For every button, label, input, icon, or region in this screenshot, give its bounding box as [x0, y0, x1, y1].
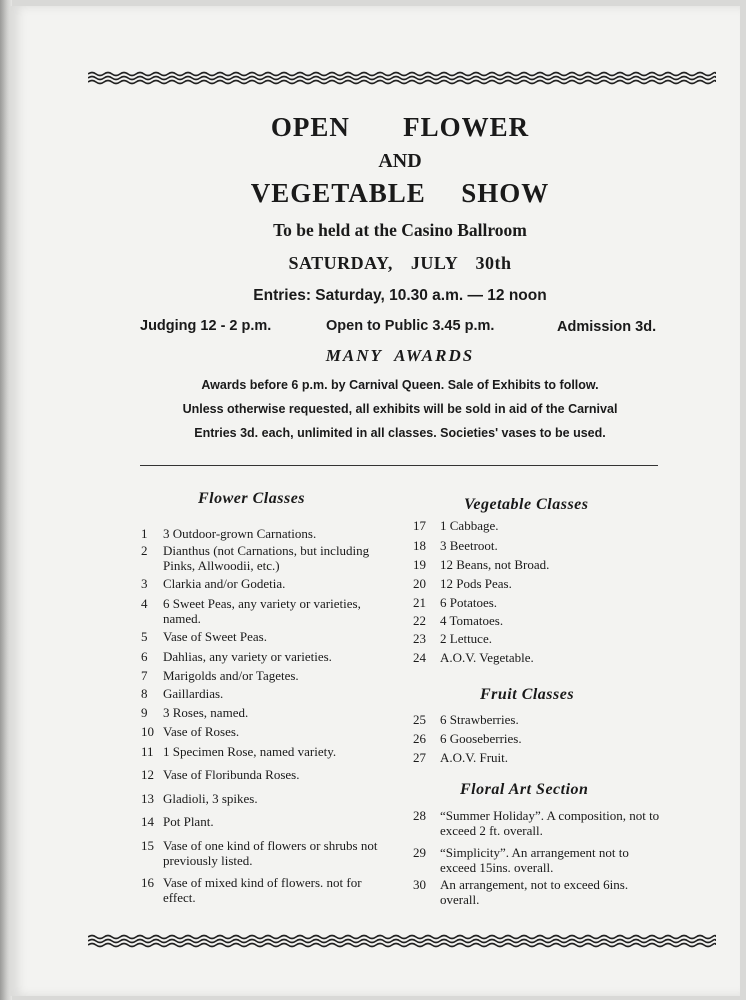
class-number: 19 — [413, 557, 426, 572]
class-description: Vase of mixed kind of flowers. not for effect. — [163, 875, 362, 905]
class-number: 29 — [413, 845, 426, 860]
class-description: A.O.V. Fruit. — [440, 750, 509, 765]
class-description: Vase of Floribunda Roses. — [163, 767, 300, 782]
class-number: 30 — [413, 877, 426, 892]
class-number: 3 — [141, 576, 148, 591]
top-wave-rule — [88, 71, 716, 85]
class-number: 11 — [141, 744, 154, 759]
class-number: 5 — [141, 629, 148, 644]
venue-line: To be held at the Casino Ballroom — [273, 220, 527, 240]
class-description: 6 Potatoes. — [440, 595, 498, 610]
class-number: 4 — [141, 596, 148, 611]
awards-heading: MANY AWARDS — [325, 346, 475, 365]
class-description: “Summer Holiday”. A composition, not to exceed 2 ft. overall. — [440, 808, 660, 838]
bottom-wave-rule — [88, 934, 716, 948]
class-number: 9 — [141, 705, 148, 720]
class-number: 7 — [141, 668, 148, 683]
class-number: 17 — [413, 518, 426, 533]
class-number: 16 — [141, 875, 154, 890]
class-number: 10 — [141, 724, 154, 739]
class-number: 6 — [141, 649, 148, 664]
title-open-flower: OPEN FLOWER — [270, 112, 530, 142]
class-description: Vase of one kind of flowers or shrubs not previously listed. — [163, 838, 378, 868]
open-to-public-time: Open to Public 3.45 p.m. — [326, 318, 495, 334]
class-number: 20 — [413, 576, 426, 591]
class-number: 27 — [413, 750, 426, 765]
class-description: 3 Outdoor-grown Carnations. — [163, 526, 317, 541]
class-description: 1 Cabbage. — [440, 518, 499, 533]
admission-price: Admission 3d. — [557, 319, 657, 335]
class-description: “Simplicity”. An arrangement not to exceed 15ins. overall. — [440, 845, 629, 875]
class-number: 15 — [141, 838, 154, 853]
fruit-classes-heading: Fruit Classes — [480, 686, 575, 703]
class-description: Gaillardias. — [163, 686, 224, 701]
class-description: 1 Specimen Rose, named variety. — [163, 744, 337, 759]
class-description: Vase of Sweet Peas. — [163, 629, 267, 644]
entries-line: Entries: Saturday, 10.30 a.m. — 12 noon — [253, 287, 547, 304]
floral-art-heading: Floral Art Section — [460, 781, 589, 798]
class-description: An arrangement, not to exceed 6ins. overall. — [440, 877, 629, 907]
class-number: 23 — [413, 631, 426, 646]
class-description: 4 Tomatoes. — [440, 613, 504, 628]
title-vegetable-show: VEGETABLE SHOW — [250, 178, 550, 208]
class-description: 6 Sweet Peas, any variety or varieties, named. — [163, 596, 361, 626]
class-description: 12 Beans, not Broad. — [440, 557, 550, 572]
date-line: SATURDAY, JULY 30th — [288, 253, 512, 273]
class-number: 26 — [413, 731, 426, 746]
class-number: 21 — [413, 595, 426, 610]
class-number: 24 — [413, 650, 426, 665]
class-description: Gladioli, 3 spikes. — [163, 791, 258, 806]
class-number: 13 — [141, 791, 154, 806]
title-and: AND — [378, 150, 422, 172]
section-divider — [140, 465, 658, 466]
class-number: 22 — [413, 613, 426, 628]
class-description: 12 Pods Peas. — [440, 576, 512, 591]
flower-classes-heading: Flower Classes — [198, 490, 306, 507]
class-number: 1 — [141, 526, 148, 541]
class-description: 2 Lettuce. — [440, 631, 492, 646]
class-description: Dahlias, any variety or varieties. — [163, 649, 332, 664]
class-description: Marigolds and/or Tagetes. — [163, 668, 299, 683]
entries-note: Entries 3d. each, unlimited in all classes. Societies' vases to be used. — [194, 426, 606, 440]
class-description: Vase of Roses. — [163, 724, 240, 739]
class-description: Clarkia and/or Godetia. — [163, 576, 286, 591]
sale-note: Unless otherwise requested, all exhibits will be sold in aid of the Carnival — [182, 402, 618, 416]
class-description: A.O.V. Vegetable. — [440, 650, 534, 665]
class-number: 28 — [413, 808, 426, 823]
class-number: 25 — [413, 712, 426, 727]
class-description: Dianthus (not Carnations, but including Pinks, Allwoodii, etc.) — [163, 543, 370, 573]
judging-time: Judging 12 - 2 p.m. — [140, 318, 272, 334]
vegetable-classes-heading: Vegetable Classes — [464, 496, 589, 513]
class-number: 2 — [141, 543, 148, 558]
class-description: 6 Gooseberries. — [440, 731, 522, 746]
class-description: Pot Plant. — [163, 814, 214, 829]
class-number: 14 — [141, 814, 154, 829]
class-description: 3 Roses, named. — [163, 705, 249, 720]
class-description: 6 Strawberries. — [440, 712, 519, 727]
class-number: 12 — [141, 767, 154, 782]
awards-note: Awards before 6 p.m. by Carnival Queen. Sale of Exhibits to follow. — [201, 378, 599, 392]
class-number: 8 — [141, 686, 148, 701]
class-description: 3 Beetroot. — [440, 538, 498, 553]
class-number: 18 — [413, 538, 426, 553]
